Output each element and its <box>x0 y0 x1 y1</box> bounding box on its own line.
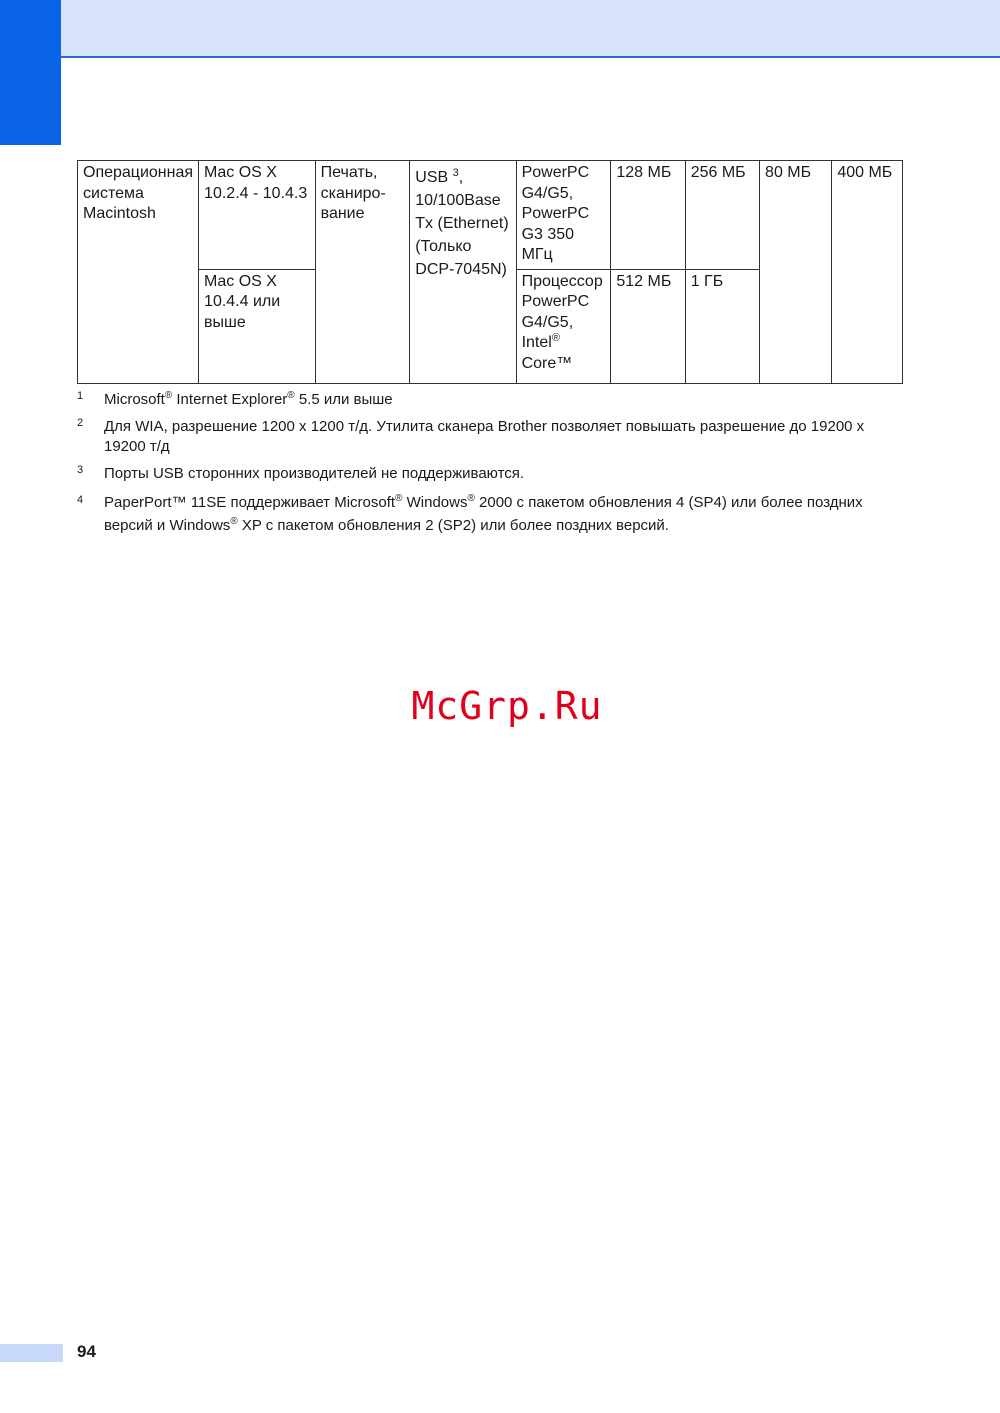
footnote: 1 Microsoft® Internet Explorer® 5.5 или выше <box>77 390 903 410</box>
page-number: 94 <box>77 1342 96 1361</box>
min-ram-cell: 512 МБ <box>611 269 685 383</box>
footnote-number: 4 <box>77 494 84 506</box>
os-cell: Операционная система Macintosh <box>78 161 199 384</box>
footnotes <box>77 390 903 544</box>
footnote-number: 3 <box>77 464 84 476</box>
footnote: 3 Порты USB сторонних производителей не поддерживаются. <box>77 464 903 484</box>
footnote-number: 2 <box>77 417 84 429</box>
processor-cell: PowerPC G4/G5, PowerPC G3 350 МГц <box>516 161 611 270</box>
os-version-cell: Mac OS X 10.2.4 - 10.4.3 <box>199 161 316 270</box>
footnote-ref: 3 <box>452 167 459 179</box>
functions-cell: Печать, сканиро-вание <box>315 161 410 384</box>
disk-apps-cell: 400 МБ <box>832 161 903 384</box>
chapter-tab <box>0 0 61 145</box>
processor-cell: Процессор PowerPC G4/G5, Intel® Core™ <box>516 269 611 383</box>
os-version-cell: Mac OS X 10.4.4 или выше <box>199 269 316 383</box>
rec-ram-cell: 1 ГБ <box>685 269 759 383</box>
header-band <box>0 0 1000 58</box>
rec-ram-cell: 256 МБ <box>685 161 759 270</box>
system-requirements-table <box>77 160 903 384</box>
footnote: 2 Для WIA, разрешение 1200 x 1200 т/д. Утилита сканера Brother позволяет повышать разрешение до 19200 x 19200 т/д <box>77 417 903 457</box>
footnote-number: 1 <box>77 390 84 402</box>
watermark: McGrp.Ru <box>411 684 603 728</box>
disk-drivers-cell: 80 МБ <box>760 161 832 384</box>
interface-cell: USB $^3$, 10/100Base Tx (Ethernet) (Только DCP-7045N) <box>410 161 516 384</box>
min-ram-cell: 128 МБ <box>611 161 685 270</box>
table-row <box>78 161 903 270</box>
footer-band <box>0 1344 63 1362</box>
footnote: 4 PaperPort™ 11SE поддерживает Microsoft® Windows® 2000 с пакетом обновления 4 (SP4) или более поздних версий и Windows® XP с пакетом обновления 2 (SP2) или более поздних версий. <box>77 491 903 537</box>
